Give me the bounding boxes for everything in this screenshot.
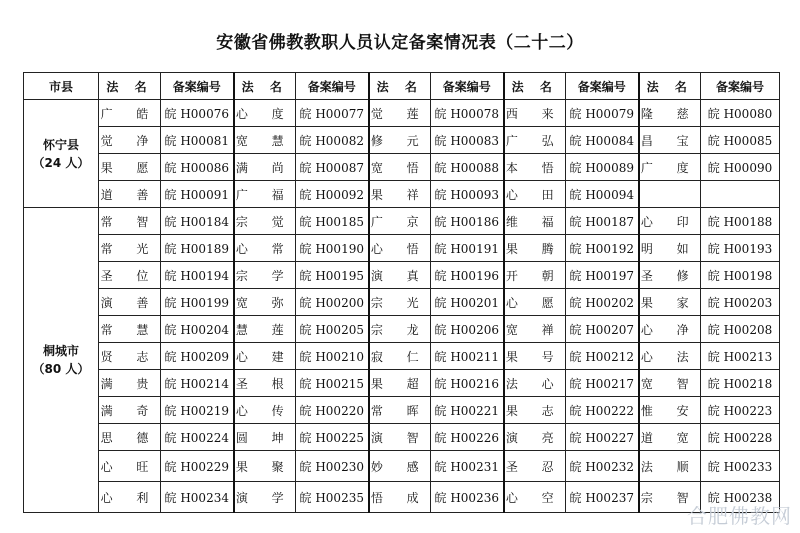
- dharma-name-cell: 宽 悟: [369, 154, 431, 181]
- dharma-name-cell: 心 悟: [369, 235, 431, 262]
- record-number-cell: 皖 H00211: [431, 343, 504, 370]
- record-number-cell: 皖 H00199: [161, 289, 234, 316]
- record-number-cell: 皖 H00200: [296, 289, 369, 316]
- record-number-cell: 皖 H00093: [431, 181, 504, 208]
- dharma-name-cell: 满 贵: [99, 370, 161, 397]
- dharma-name-cell: 宽 禅: [504, 316, 566, 343]
- record-number-cell: 皖 H00224: [161, 424, 234, 451]
- dharma-name-cell: 心 印: [639, 208, 701, 235]
- dharma-name-cell: [639, 181, 701, 208]
- dharma-name-cell: 维 福: [504, 208, 566, 235]
- table-row: [24, 289, 780, 316]
- dharma-name-cell: 圣 根: [234, 370, 296, 397]
- record-number-cell: 皖 H00084: [566, 127, 639, 154]
- record-number-cell: 皖 H00076: [161, 100, 234, 127]
- dharma-name-cell: 心 净: [639, 316, 701, 343]
- dharma-name-cell: 圆 坤: [234, 424, 296, 451]
- record-number-cell: 皖 H00092: [296, 181, 369, 208]
- table-row: [24, 181, 780, 208]
- dharma-name-cell: 慧 莲: [234, 316, 296, 343]
- record-header: 备案编号: [296, 73, 369, 100]
- dharma-name-cell: 广 皓: [99, 100, 161, 127]
- record-number-cell: 皖 H00221: [431, 397, 504, 424]
- dharma-name-cell: 果 超: [369, 370, 431, 397]
- record-number-cell: 皖 H00214: [161, 370, 234, 397]
- dharma-name-cell: 演 学: [234, 482, 296, 513]
- dharma-name-cell: 法 顺: [639, 451, 701, 482]
- record-number-cell: 皖 H00215: [296, 370, 369, 397]
- record-number-cell: 皖 H00237: [566, 482, 639, 513]
- dharma-name-cell: 隆 慈: [639, 100, 701, 127]
- record-header: 备案编号: [566, 73, 639, 100]
- table-row: [24, 127, 780, 154]
- record-number-cell: 皖 H00194: [161, 262, 234, 289]
- dharma-name-cell: 贤 志: [99, 343, 161, 370]
- record-number-cell: 皖 H00217: [566, 370, 639, 397]
- record-number-cell: 皖 H00205: [296, 316, 369, 343]
- dharma-name-cell: 果 家: [639, 289, 701, 316]
- record-number-cell: 皖 H00229: [161, 451, 234, 482]
- table-row: [24, 208, 780, 235]
- dharma-name-cell: 宽 慧: [234, 127, 296, 154]
- name-header: 法 名: [504, 73, 566, 100]
- dharma-name-cell: 圣 修: [639, 262, 701, 289]
- dharma-name-cell: 本 悟: [504, 154, 566, 181]
- table-row: [24, 235, 780, 262]
- name-header: 法 名: [369, 73, 431, 100]
- dharma-name-cell: 觉 净: [99, 127, 161, 154]
- record-number-cell: 皖 H00188: [701, 208, 780, 235]
- record-number-cell: 皖 H00238: [701, 482, 780, 513]
- dharma-name-cell: 悟 成: [369, 482, 431, 513]
- county-header: 市县: [24, 73, 99, 100]
- county-cell: [24, 100, 99, 208]
- table-row: [24, 370, 780, 397]
- dharma-name-cell: 果 号: [504, 343, 566, 370]
- dharma-name-cell: 心 建: [234, 343, 296, 370]
- table-row: [24, 397, 780, 424]
- record-number-cell: 皖 H00192: [566, 235, 639, 262]
- dharma-name-cell: 思 德: [99, 424, 161, 451]
- dharma-name-cell: 妙 感: [369, 451, 431, 482]
- record-number-cell: 皖 H00196: [431, 262, 504, 289]
- dharma-name-cell: 广 度: [639, 154, 701, 181]
- watermark: 合肥佛教网: [687, 504, 792, 528]
- dharma-name-cell: 心 愿: [504, 289, 566, 316]
- record-number-cell: 皖 H00233: [701, 451, 780, 482]
- header-row: [24, 73, 780, 100]
- dharma-name-cell: 果 祥: [369, 181, 431, 208]
- county-cell: [24, 208, 99, 513]
- record-number-cell: 皖 H00184: [161, 208, 234, 235]
- record-number-cell: 皖 H00091: [161, 181, 234, 208]
- record-number-cell: 皖 H00078: [431, 100, 504, 127]
- table-row: [24, 154, 780, 181]
- name-header: 法 名: [639, 73, 701, 100]
- record-number-cell: 皖 H00080: [701, 100, 780, 127]
- record-number-cell: 皖 H00089: [566, 154, 639, 181]
- dharma-name-cell: 道 宽: [639, 424, 701, 451]
- record-number-cell: 皖 H00207: [566, 316, 639, 343]
- record-number-cell: 皖 H00227: [566, 424, 639, 451]
- dharma-name-cell: 常 智: [99, 208, 161, 235]
- dharma-name-cell: 常 晖: [369, 397, 431, 424]
- record-number-cell: 皖 H00234: [161, 482, 234, 513]
- record-number-cell: 皖 H00081: [161, 127, 234, 154]
- dharma-name-cell: 心 空: [504, 482, 566, 513]
- page-title: 安徽省佛教教职人员认定备案情况表（二十二）: [216, 33, 584, 53]
- dharma-name-cell: 心 传: [234, 397, 296, 424]
- county-count: （24 人）: [32, 155, 90, 170]
- record-number-cell: 皖 H00083: [431, 127, 504, 154]
- record-number-cell: 皖 H00220: [296, 397, 369, 424]
- dharma-name-cell: 心 利: [99, 482, 161, 513]
- record-number-cell: 皖 H00204: [161, 316, 234, 343]
- table-row: [24, 262, 780, 289]
- dharma-name-cell: 满 奇: [99, 397, 161, 424]
- dharma-name-cell: 演 真: [369, 262, 431, 289]
- name-header: 法 名: [234, 73, 296, 100]
- record-number-cell: 皖 H00187: [566, 208, 639, 235]
- county-count: （80 人）: [32, 362, 90, 376]
- record-number-cell: 皖 H00209: [161, 343, 234, 370]
- record-number-cell: 皖 H00228: [701, 424, 780, 451]
- dharma-name-cell: 果 聚: [234, 451, 296, 482]
- record-number-cell: 皖 H00203: [701, 289, 780, 316]
- county-name: 怀宁县: [42, 137, 79, 152]
- record-header: 备案编号: [701, 73, 780, 100]
- record-number-cell: 皖 H00210: [296, 343, 369, 370]
- record-number-cell: 皖 H00212: [566, 343, 639, 370]
- record-number-cell: 皖 H00206: [431, 316, 504, 343]
- record-number-cell: 皖 H00222: [566, 397, 639, 424]
- record-number-cell: 皖 H00082: [296, 127, 369, 154]
- dharma-name-cell: 常 慧: [99, 316, 161, 343]
- dharma-name-cell: 圣 忍: [504, 451, 566, 482]
- dharma-name-cell: 宗 光: [369, 289, 431, 316]
- dharma-name-cell: 演 善: [99, 289, 161, 316]
- record-number-cell: 皖 H00226: [431, 424, 504, 451]
- dharma-name-cell: 宽 智: [639, 370, 701, 397]
- dharma-name-cell: 心 度: [234, 100, 296, 127]
- dharma-name-cell: 宗 觉: [234, 208, 296, 235]
- dharma-name-cell: 演 亮: [504, 424, 566, 451]
- record-number-cell: 皖 H00231: [431, 451, 504, 482]
- table-row: [24, 451, 780, 482]
- table-body: [24, 100, 780, 513]
- dharma-name-cell: 果 腾: [504, 235, 566, 262]
- dharma-name-cell: 宗 龙: [369, 316, 431, 343]
- record-number-cell: 皖 H00086: [161, 154, 234, 181]
- table-row: [24, 343, 780, 370]
- table-row: [24, 100, 780, 127]
- record-number-cell: 皖 H00216: [431, 370, 504, 397]
- record-number-cell: 皖 H00208: [701, 316, 780, 343]
- record-number-cell: 皖 H00230: [296, 451, 369, 482]
- dharma-name-cell: 修 元: [369, 127, 431, 154]
- record-number-cell: 皖 H00087: [296, 154, 369, 181]
- dharma-name-cell: 心 田: [504, 181, 566, 208]
- record-number-cell: 皖 H00085: [701, 127, 780, 154]
- dharma-name-cell: 心 常: [234, 235, 296, 262]
- record-number-cell: 皖 H00090: [701, 154, 780, 181]
- dharma-name-cell: 宗 智: [639, 482, 701, 513]
- record-number-cell: 皖 H00219: [161, 397, 234, 424]
- dharma-name-cell: 演 智: [369, 424, 431, 451]
- dharma-name-cell: 觉 莲: [369, 100, 431, 127]
- record-number-cell: 皖 H00195: [296, 262, 369, 289]
- dharma-name-cell: 寂 仁: [369, 343, 431, 370]
- table-row: [24, 424, 780, 451]
- dharma-name-cell: 心 旺: [99, 451, 161, 482]
- county-name: 桐城市: [42, 344, 79, 358]
- record-number-cell: 皖 H00191: [431, 235, 504, 262]
- record-number-cell: 皖 H00094: [566, 181, 639, 208]
- dharma-name-cell: 道 善: [99, 181, 161, 208]
- record-number-cell: 皖 H00225: [296, 424, 369, 451]
- dharma-name-cell: 广 弘: [504, 127, 566, 154]
- record-number-cell: 皖 H00232: [566, 451, 639, 482]
- dharma-name-cell: 心 法: [639, 343, 701, 370]
- dharma-name-cell: 广 京: [369, 208, 431, 235]
- record-number-cell: 皖 H00236: [431, 482, 504, 513]
- dharma-name-cell: 满 尚: [234, 154, 296, 181]
- record-number-cell: 皖 H00213: [701, 343, 780, 370]
- dharma-name-cell: 明 如: [639, 235, 701, 262]
- record-number-cell: 皖 H00197: [566, 262, 639, 289]
- record-number-cell: 皖 H00186: [431, 208, 504, 235]
- record-number-cell: 皖 H00202: [566, 289, 639, 316]
- record-number-cell: 皖 H00193: [701, 235, 780, 262]
- record-header: 备案编号: [161, 73, 234, 100]
- record-number-cell: 皖 H00079: [566, 100, 639, 127]
- dharma-name-cell: 开 朝: [504, 262, 566, 289]
- dharma-name-cell: 果 志: [504, 397, 566, 424]
- record-number-cell: 皖 H00189: [161, 235, 234, 262]
- name-header: 法 名: [99, 73, 161, 100]
- record-number-cell: [701, 181, 780, 208]
- dharma-name-cell: 圣 位: [99, 262, 161, 289]
- dharma-name-cell: 广 福: [234, 181, 296, 208]
- table-row: [24, 316, 780, 343]
- record-number-cell: 皖 H00201: [431, 289, 504, 316]
- dharma-name-cell: 果 愿: [99, 154, 161, 181]
- record-header: 备案编号: [431, 73, 504, 100]
- record-number-cell: 皖 H00190: [296, 235, 369, 262]
- record-number-cell: 皖 H00088: [431, 154, 504, 181]
- record-number-cell: 皖 H00235: [296, 482, 369, 513]
- table-row: [24, 482, 780, 513]
- record-number-cell: 皖 H00077: [296, 100, 369, 127]
- dharma-name-cell: 法 心: [504, 370, 566, 397]
- dharma-name-cell: 西 来: [504, 100, 566, 127]
- dharma-name-cell: 宗 学: [234, 262, 296, 289]
- record-table: [23, 72, 780, 513]
- record-number-cell: 皖 H00198: [701, 262, 780, 289]
- record-number-cell: 皖 H00185: [296, 208, 369, 235]
- dharma-name-cell: 常 光: [99, 235, 161, 262]
- dharma-name-cell: 惟 安: [639, 397, 701, 424]
- dharma-name-cell: 宽 弥: [234, 289, 296, 316]
- record-number-cell: 皖 H00218: [701, 370, 780, 397]
- dharma-name-cell: 昌 宝: [639, 127, 701, 154]
- record-number-cell: 皖 H00223: [701, 397, 780, 424]
